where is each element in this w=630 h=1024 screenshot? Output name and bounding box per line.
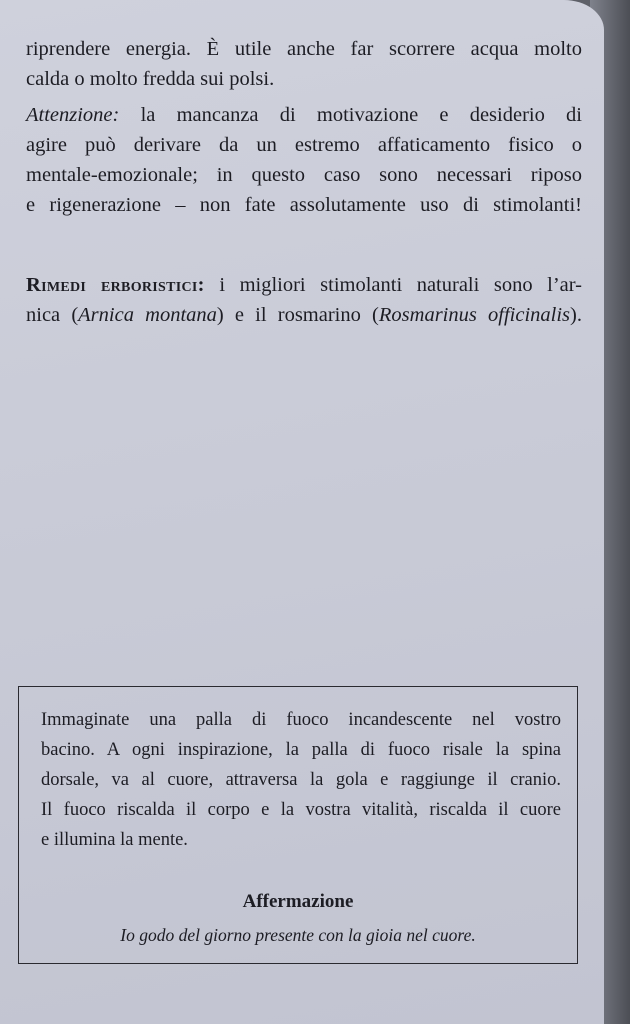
remedies-text: ). [570,304,582,326]
text-line: Immaginate una palla di fuoco incandescente nel vostro [41,710,561,730]
text-line [26,270,582,300]
text-line [26,100,582,130]
remedies-text: ) e il rosmarino ( [216,304,379,326]
attention-text: la mancanza di motivazione e desiderio di [119,104,582,126]
text-line: Il fuoco riscalda il corpo e la vostra vitalità, riscalda il cuore [41,800,561,820]
remedies-text: nica ( [26,304,79,326]
meditation-box [18,686,578,964]
text-line: agire può derivare da un estremo affaticamento fisico o [26,134,582,156]
affirmation-text: Io godo del giorno presente con la gioia nel cuore. [120,925,476,945]
text-line: dorsale, va al cuore, attraversa la gola e raggiunge il cranio. [41,770,561,790]
remedies-heading: Rimedi erboristici: [26,274,205,296]
paragraph-attention [26,100,582,220]
paragraph-energy [26,34,582,94]
text-line: riprendere energia. È utile anche far scorrere acqua molto [26,38,582,60]
paragraph-remedies [26,270,582,330]
affirmation-title: Affermazione [242,891,354,912]
attention-label: Attenzione: [26,104,120,126]
text-line: mentale-emozionale; in questo caso sono necessari riposo [26,164,582,186]
text-line: e illumina la mente. [41,830,188,850]
text-line: calda o molto fredda sui polsi. [26,68,275,90]
meditation-text [41,705,561,855]
text-line: e rigenerazione – non fate assolutamente uso di stimolanti! [26,194,582,216]
text-line [26,300,582,330]
rosmarinus-name: Rosmarinus officinalis [378,304,571,326]
arnica-name: Arnica montana [78,304,217,326]
text-line: bacino. A ogni inspirazione, la palla di fuoco risale la spina [41,740,561,760]
remedies-text: i migliori stimolanti naturali sono l’ar- [204,274,582,296]
